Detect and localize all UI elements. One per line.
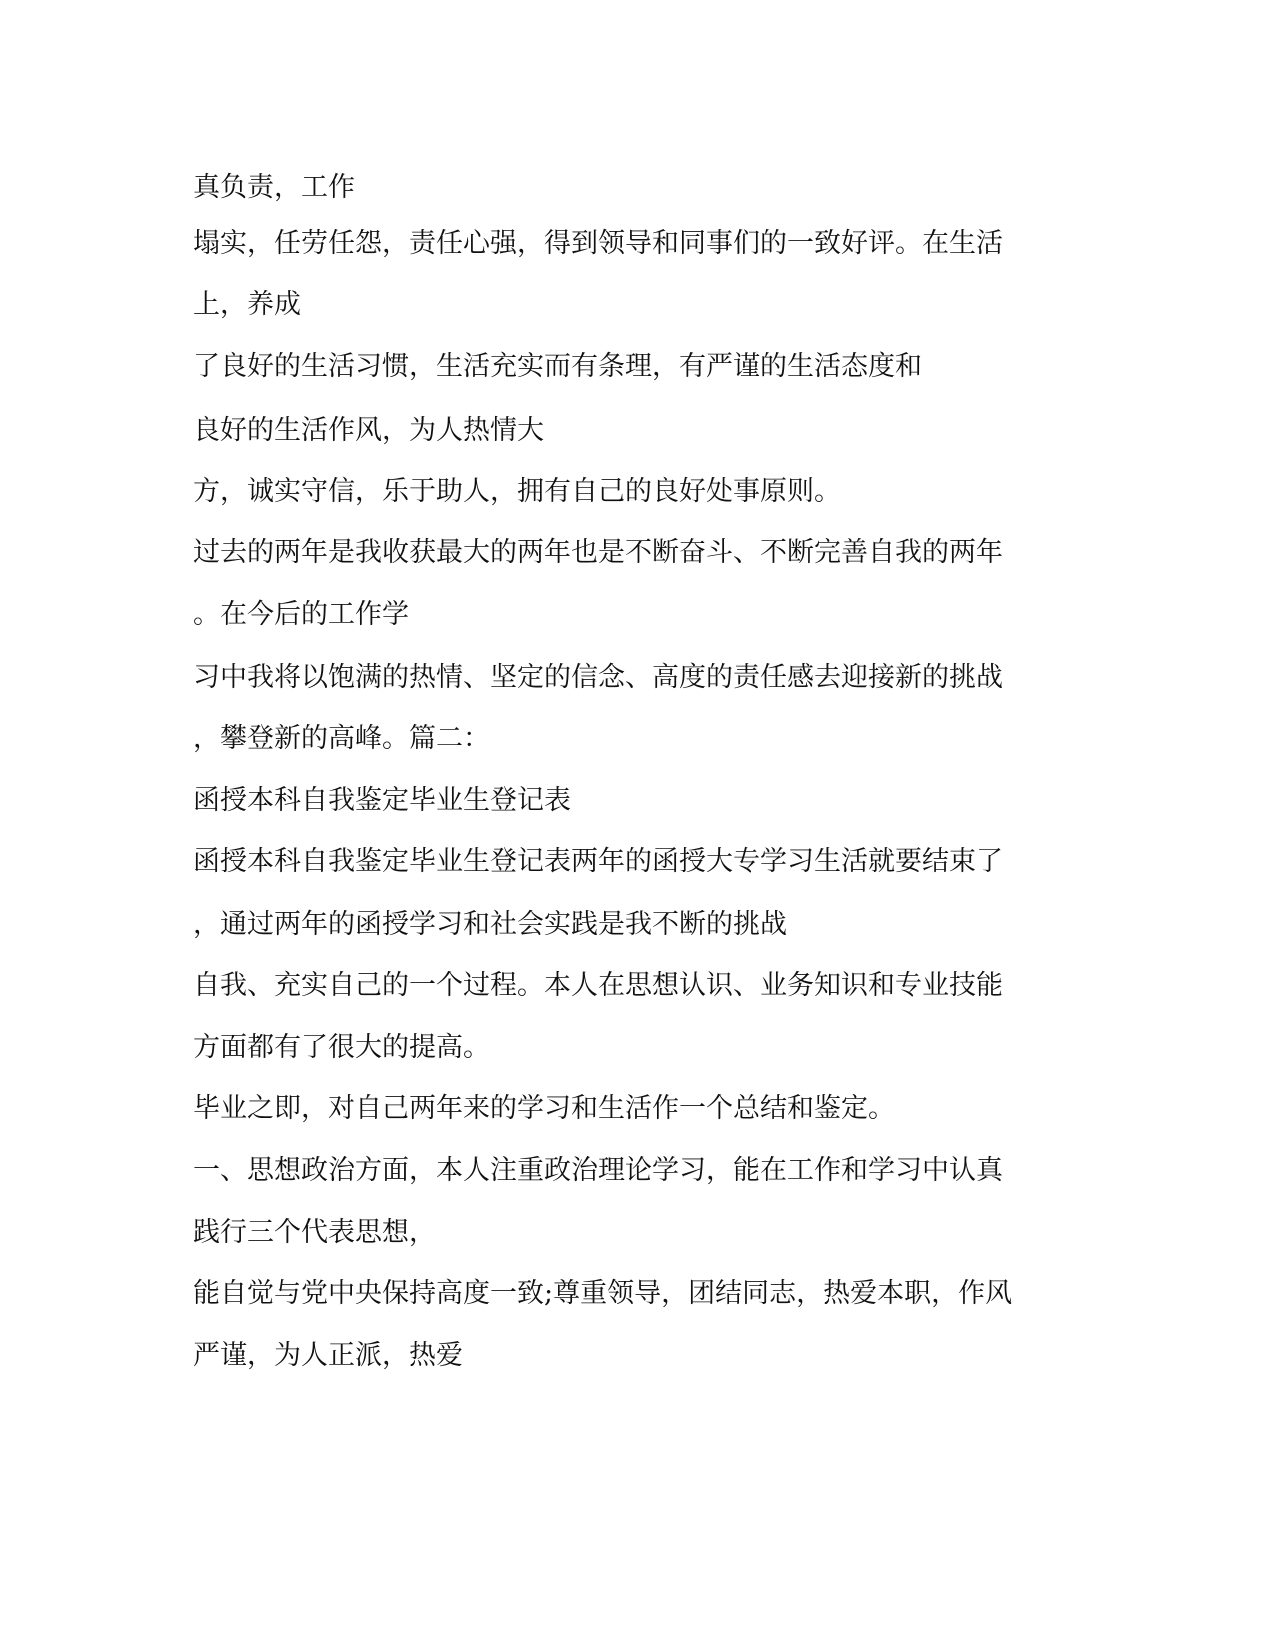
text-line: 能自觉与党中央保持高度一致;尊重领导，团结同志，热爱本职，作风 (193, 1278, 1013, 1309)
text-line: 自我、充实自己的一个过程。本人在思想认识、业务知识和专业技能 (193, 970, 1003, 1001)
text-line: 真负责，工作 (193, 172, 355, 203)
text-line: 习中我将以饱满的热情、坚定的信念、高度的责任感去迎接新的挑战 (193, 662, 1003, 693)
text-line: ，攀登新的高峰。篇二： (193, 723, 490, 754)
text-line: 函授本科自我鉴定毕业生登记表 (193, 785, 571, 816)
text-line: 良好的生活作风，为人热情大 (193, 415, 544, 446)
text-line: 过去的两年是我收获最大的两年也是不断奋斗、不断完善自我的两年 (193, 537, 1003, 568)
text-line: 方，诚实守信，乐于助人，拥有自己的良好处事原则。 (193, 476, 841, 507)
text-line: 毕业之即，对自己两年来的学习和生活作一个总结和鉴定。 (193, 1093, 895, 1124)
text-line: 一、思想政治方面，本人注重政治理论学习，能在工作和学习中认真 (193, 1155, 1003, 1186)
text-line: 严谨，为人正派，热爱 (193, 1340, 463, 1371)
text-line: 。在今后的工作学 (193, 599, 409, 630)
text-line: 上，养成 (193, 289, 301, 320)
text-line: 方面都有了很大的提高。 (193, 1032, 490, 1063)
text-line: 函授本科自我鉴定毕业生登记表两年的函授大专学习生活就要结束了 (193, 846, 1003, 877)
text-line: 了良好的生活习惯，生活充实而有条理，有严谨的生活态度和 (193, 351, 922, 382)
text-line: ，通过两年的函授学习和社会实践是我不断的挑战 (193, 909, 787, 940)
text-line: 践行三个代表思想， (193, 1217, 436, 1248)
text-line: 塌实，任劳任怨，责任心强，得到领导和同事们的一致好评。在生活 (193, 228, 1003, 259)
